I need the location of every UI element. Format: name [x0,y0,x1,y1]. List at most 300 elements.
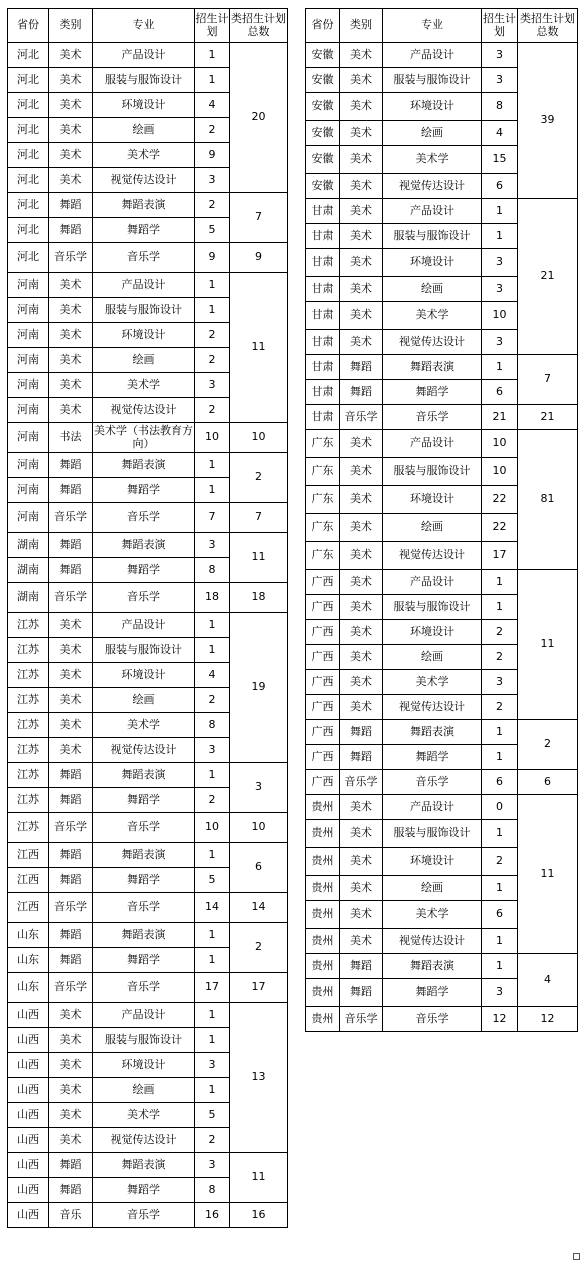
plan-cell: 8 [482,93,518,121]
category-cell: 美术 [340,93,383,121]
province-cell: 河北 [8,118,49,143]
province-cell: 广东 [306,458,340,486]
major-cell: 视觉传达设计 [93,168,195,193]
province-cell: 河南 [8,503,49,533]
category-cell: 美术 [49,663,93,688]
plan-cell: 17 [195,973,230,1003]
plan-cell: 1 [482,720,518,745]
table-row [8,1003,288,1028]
major-cell: 产品设计 [383,795,482,820]
province-cell: 山西 [8,1103,49,1128]
plan-cell: 3 [195,373,230,398]
plan-cell: 22 [482,486,518,514]
major-cell: 环境设计 [383,249,482,277]
major-cell: 舞蹈表演 [93,1153,195,1178]
category-cell: 舞蹈 [49,763,93,788]
table-row [306,430,578,458]
category-cell: 美术 [340,68,383,93]
major-cell: 音乐学 [93,243,195,273]
header-province: 省份 [8,9,49,43]
major-cell: 舞蹈学 [93,1178,195,1203]
plan-cell: 1 [482,355,518,380]
plan-cell: 1 [195,273,230,298]
plan-cell: 17 [482,542,518,570]
category-cell: 美术 [49,298,93,323]
plan-cell: 8 [195,558,230,583]
province-cell: 河南 [8,453,49,478]
plan-cell: 2 [195,398,230,423]
total-cell: 10 [230,423,288,453]
plan-cell: 3 [195,533,230,558]
category-cell: 美术 [49,1103,93,1128]
enrollment-table-body [306,43,578,1032]
province-cell: 广东 [306,486,340,514]
province-cell: 湖南 [8,533,49,558]
total-cell: 7 [518,355,578,405]
province-cell: 山西 [8,1128,49,1153]
category-cell: 美术 [49,613,93,638]
category-cell: 舞蹈 [49,533,93,558]
category-cell: 美术 [340,277,383,302]
category-cell: 美术 [49,273,93,298]
major-cell: 产品设计 [383,43,482,68]
major-cell: 舞蹈学 [383,745,482,770]
table-row [8,423,288,453]
category-cell: 美术 [49,118,93,143]
province-cell: 山西 [8,1203,49,1228]
category-cell: 美术 [340,645,383,670]
category-cell: 舞蹈 [340,745,383,770]
category-cell: 音乐学 [49,813,93,843]
plan-cell: 10 [195,813,230,843]
major-cell: 音乐学 [93,813,195,843]
plan-cell: 16 [195,1203,230,1228]
province-cell: 甘肃 [306,249,340,277]
plan-cell: 1 [195,948,230,973]
enrollment-table-right [305,8,578,1032]
major-cell: 音乐学 [93,583,195,613]
plan-cell: 2 [482,620,518,645]
province-cell: 贵州 [306,979,340,1007]
plan-cell: 1 [482,745,518,770]
header-category: 类别 [49,9,93,43]
category-cell: 美术 [340,224,383,249]
major-cell: 视觉传达设计 [383,542,482,570]
category-cell: 美术 [340,458,383,486]
plan-cell: 2 [482,695,518,720]
category-cell: 音乐学 [340,405,383,430]
major-cell: 服装与服饰设计 [383,224,482,249]
enrollment-table-body [8,43,288,1228]
table-row [8,533,288,558]
province-cell: 广西 [306,670,340,695]
major-cell: 美术学 [93,373,195,398]
major-cell: 绘画 [383,121,482,146]
plan-cell: 12 [482,1007,518,1032]
major-cell: 舞蹈表演 [383,720,482,745]
corner-marker [573,1253,580,1260]
province-cell: 贵州 [306,1007,340,1032]
province-cell: 河北 [8,193,49,218]
category-cell: 舞蹈 [49,948,93,973]
province-cell: 江苏 [8,763,49,788]
plan-cell: 2 [195,788,230,813]
category-cell: 美术 [49,1003,93,1028]
category-cell: 美术 [49,638,93,663]
major-cell: 产品设计 [93,613,195,638]
major-cell: 服装与服饰设计 [383,595,482,620]
table-row [8,243,288,273]
plan-cell: 3 [195,168,230,193]
header-total: 类招生计划总数 [230,9,288,43]
major-cell: 舞蹈表演 [93,763,195,788]
province-cell: 安徽 [306,43,340,68]
province-cell: 江苏 [8,613,49,638]
header-major: 专业 [93,9,195,43]
table-row [8,1203,288,1228]
province-cell: 甘肃 [306,302,340,330]
province-cell: 安徽 [306,121,340,146]
total-cell: 6 [518,770,578,795]
category-cell: 音乐学 [49,973,93,1003]
header-category: 类别 [340,9,383,43]
major-cell: 舞蹈学 [93,948,195,973]
table-row [8,843,288,868]
category-cell: 美术 [49,43,93,68]
province-cell: 河南 [8,373,49,398]
plan-cell: 1 [482,199,518,224]
province-cell: 广西 [306,595,340,620]
table-row [306,355,578,380]
category-cell: 舞蹈 [49,868,93,893]
major-cell: 服装与服饰设计 [93,298,195,323]
major-cell: 舞蹈学 [383,380,482,405]
total-cell: 2 [230,453,288,503]
province-cell: 甘肃 [306,405,340,430]
province-cell: 甘肃 [306,277,340,302]
table-row [8,613,288,638]
province-cell: 山西 [8,1053,49,1078]
province-cell: 广西 [306,570,340,595]
table-row [306,43,578,68]
category-cell: 书法 [49,423,93,453]
table-row [306,720,578,745]
major-cell: 舞蹈表演 [383,355,482,380]
province-cell: 江西 [8,893,49,923]
category-cell: 舞蹈 [49,478,93,503]
plan-cell: 10 [482,302,518,330]
major-cell: 服装与服饰设计 [93,68,195,93]
category-cell: 美术 [340,929,383,954]
plan-cell: 4 [195,663,230,688]
major-cell: 产品设计 [383,430,482,458]
plan-cell: 7 [195,503,230,533]
total-cell: 10 [230,813,288,843]
category-cell: 美术 [340,486,383,514]
plan-cell: 1 [195,763,230,788]
table-row [306,795,578,820]
plan-cell: 2 [195,1128,230,1153]
category-cell: 美术 [49,738,93,763]
total-cell: 16 [230,1203,288,1228]
major-cell: 服装与服饰设计 [383,68,482,93]
category-cell: 音乐学 [49,243,93,273]
major-cell: 舞蹈学 [93,558,195,583]
category-cell: 美术 [49,323,93,348]
plan-cell: 3 [482,68,518,93]
category-cell: 美术 [340,820,383,848]
total-cell: 9 [230,243,288,273]
major-cell: 视觉传达设计 [93,1128,195,1153]
major-cell: 环境设计 [383,620,482,645]
plan-cell: 6 [482,901,518,929]
category-cell: 美术 [340,542,383,570]
category-cell: 音乐学 [340,770,383,795]
province-cell: 河南 [8,348,49,373]
plan-cell: 2 [482,645,518,670]
category-cell: 舞蹈 [49,453,93,478]
category-cell: 美术 [340,43,383,68]
plan-cell: 3 [482,330,518,355]
province-cell: 山西 [8,1178,49,1203]
province-cell: 贵州 [306,820,340,848]
major-cell: 舞蹈学 [93,788,195,813]
province-cell: 河北 [8,243,49,273]
category-cell: 美术 [340,302,383,330]
category-cell: 美术 [340,514,383,542]
plan-cell: 10 [195,423,230,453]
table-header-row [306,9,578,43]
category-cell: 美术 [340,695,383,720]
plan-cell: 3 [482,979,518,1007]
major-cell: 服装与服饰设计 [93,1028,195,1053]
province-cell: 河北 [8,218,49,243]
table-row [8,453,288,478]
category-cell: 舞蹈 [49,193,93,218]
province-cell: 河北 [8,168,49,193]
total-cell: 3 [230,763,288,813]
province-cell: 安徽 [306,68,340,93]
table-row [306,199,578,224]
major-cell: 产品设计 [383,199,482,224]
major-cell: 服装与服饰设计 [93,638,195,663]
major-cell: 服装与服饰设计 [383,820,482,848]
plan-cell: 3 [195,1153,230,1178]
table-header-row [8,9,288,43]
plan-cell: 1 [482,954,518,979]
major-cell: 绘画 [93,348,195,373]
plan-cell: 9 [195,243,230,273]
major-cell: 美术学 [383,302,482,330]
province-cell: 河北 [8,143,49,168]
table-row [8,583,288,613]
total-cell: 39 [518,43,578,199]
header-province: 省份 [306,9,340,43]
major-cell: 环境设计 [383,848,482,876]
table-row [8,503,288,533]
category-cell: 美术 [340,174,383,199]
plan-cell: 1 [195,453,230,478]
header-plan: 招生计划 [195,9,230,43]
province-cell: 江苏 [8,638,49,663]
province-cell: 贵州 [306,954,340,979]
major-cell: 环境设计 [93,323,195,348]
category-cell: 美术 [49,1028,93,1053]
province-cell: 广西 [306,745,340,770]
province-cell: 河北 [8,93,49,118]
province-cell: 江西 [8,843,49,868]
category-cell: 音乐学 [49,583,93,613]
plan-cell: 1 [195,43,230,68]
plan-cell: 1 [482,595,518,620]
province-cell: 甘肃 [306,330,340,355]
plan-cell: 9 [195,143,230,168]
plan-cell: 5 [195,868,230,893]
total-cell: 2 [518,720,578,770]
province-cell: 山西 [8,1028,49,1053]
province-cell: 甘肃 [306,224,340,249]
plan-cell: 22 [482,514,518,542]
province-cell: 河南 [8,323,49,348]
category-cell: 美术 [340,199,383,224]
header-plan: 招生计划 [482,9,518,43]
table-row [8,193,288,218]
total-cell: 11 [518,570,578,720]
major-cell: 音乐学 [383,1007,482,1032]
category-cell: 美术 [340,570,383,595]
province-cell: 贵州 [306,901,340,929]
province-cell: 甘肃 [306,380,340,405]
table-row [8,923,288,948]
province-cell: 山东 [8,973,49,1003]
province-cell: 安徽 [306,93,340,121]
category-cell: 舞蹈 [49,558,93,583]
plan-cell: 18 [195,583,230,613]
category-cell: 舞蹈 [49,923,93,948]
province-cell: 广西 [306,645,340,670]
category-cell: 美术 [340,146,383,174]
major-cell: 环境设计 [93,93,195,118]
category-cell: 美术 [340,430,383,458]
category-cell: 舞蹈 [49,788,93,813]
province-cell: 甘肃 [306,355,340,380]
category-cell: 美术 [49,373,93,398]
plan-cell: 1 [195,1028,230,1053]
province-cell: 湖南 [8,558,49,583]
category-cell: 美术 [49,1128,93,1153]
category-cell: 舞蹈 [49,843,93,868]
major-cell: 音乐学 [93,973,195,1003]
major-cell: 美术学 [383,146,482,174]
province-cell: 江苏 [8,688,49,713]
major-cell: 视觉传达设计 [383,695,482,720]
table-row [306,954,578,979]
province-cell: 广东 [306,430,340,458]
total-cell: 13 [230,1003,288,1153]
province-cell: 湖南 [8,583,49,613]
plan-cell: 6 [482,174,518,199]
category-cell: 舞蹈 [340,720,383,745]
plan-cell: 5 [195,218,230,243]
major-cell: 美术学 [93,713,195,738]
province-cell: 贵州 [306,795,340,820]
major-cell: 音乐学 [383,405,482,430]
category-cell: 美术 [49,1053,93,1078]
major-cell: 音乐学 [93,893,195,923]
plan-cell: 1 [195,298,230,323]
table-row [8,813,288,843]
major-cell: 环境设计 [93,1053,195,1078]
major-cell: 舞蹈表演 [93,923,195,948]
province-cell: 河南 [8,273,49,298]
table-row [8,43,288,68]
major-cell: 美术学 [93,143,195,168]
category-cell: 美术 [49,688,93,713]
plan-cell: 15 [482,146,518,174]
plan-cell: 5 [195,1103,230,1128]
table-row [8,763,288,788]
category-cell: 舞蹈 [340,380,383,405]
major-cell: 服装与服饰设计 [383,458,482,486]
major-cell: 环境设计 [383,93,482,121]
category-cell: 美术 [340,901,383,929]
plan-cell: 3 [482,670,518,695]
province-cell: 江苏 [8,663,49,688]
province-cell: 山东 [8,948,49,973]
province-cell: 江苏 [8,788,49,813]
plan-cell: 4 [195,93,230,118]
plan-cell: 21 [482,405,518,430]
total-cell: 21 [518,405,578,430]
province-cell: 河南 [8,423,49,453]
plan-cell: 1 [482,929,518,954]
province-cell: 广西 [306,770,340,795]
table-row [8,893,288,923]
category-cell: 美术 [340,249,383,277]
table-row [306,1007,578,1032]
category-cell: 美术 [340,848,383,876]
province-cell: 山西 [8,1078,49,1103]
plan-cell: 3 [482,249,518,277]
category-cell: 美术 [49,398,93,423]
major-cell: 视觉传达设计 [93,398,195,423]
category-cell: 美术 [340,620,383,645]
plan-cell: 1 [195,638,230,663]
plan-cell: 3 [482,43,518,68]
plan-cell: 4 [482,121,518,146]
major-cell: 绘画 [383,277,482,302]
total-cell: 81 [518,430,578,570]
province-cell: 河南 [8,398,49,423]
total-cell: 2 [230,923,288,973]
major-cell: 绘画 [383,514,482,542]
plan-cell: 1 [195,1078,230,1103]
total-cell: 11 [230,533,288,583]
province-cell: 安徽 [306,174,340,199]
major-cell: 绘画 [383,645,482,670]
plan-cell: 14 [195,893,230,923]
plan-cell: 1 [195,843,230,868]
major-cell: 绘画 [93,1078,195,1103]
major-cell: 舞蹈学 [93,868,195,893]
category-cell: 美术 [340,670,383,695]
category-cell: 美术 [340,876,383,901]
major-cell: 舞蹈表演 [93,843,195,868]
plan-cell: 2 [195,118,230,143]
major-cell: 舞蹈表演 [93,193,195,218]
major-cell: 环境设计 [383,486,482,514]
plan-cell: 2 [195,323,230,348]
